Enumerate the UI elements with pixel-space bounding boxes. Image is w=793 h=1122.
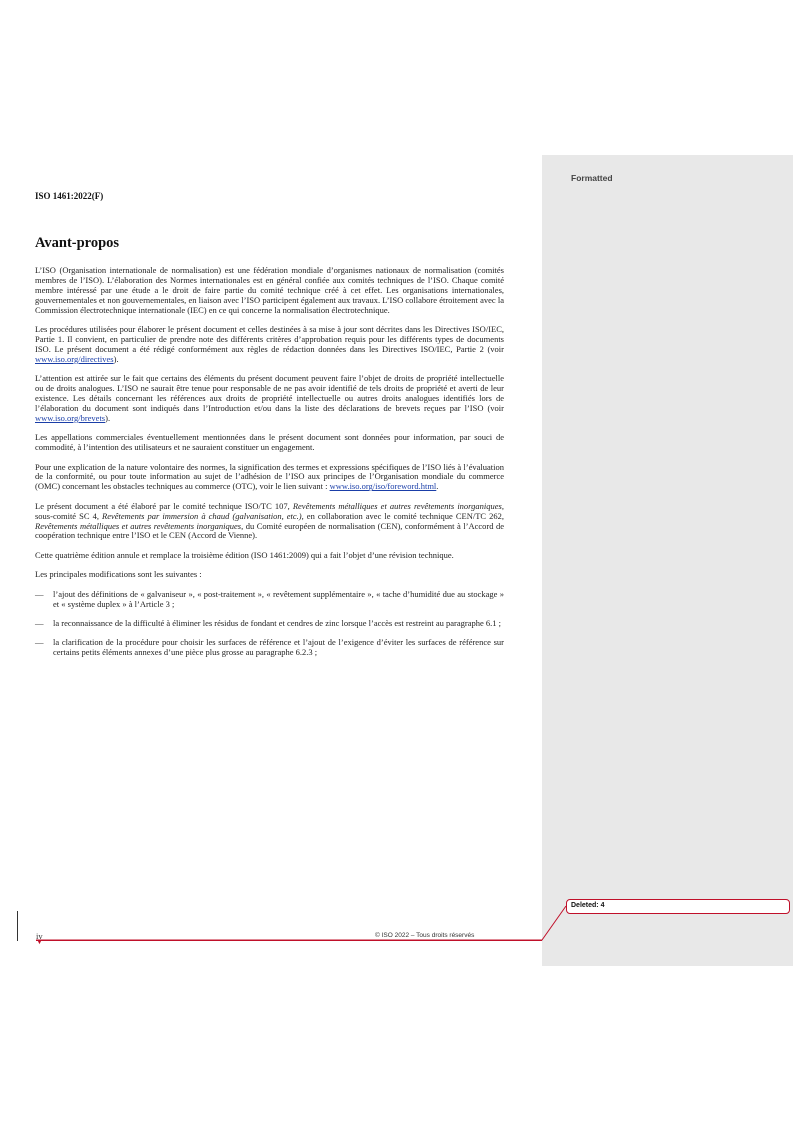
paragraph-5-text: Pour une explication de la nature volontaire des normes, la signification des termes et expressions spécifiques de l’ISO liés à l’évaluation de la conformité, ou pour toute information au sujet de l’adhésion de l’ISO aux principes de l’Organisation mondiale du commerce (OMC) concernant les obstacles techniques au commerce (OTC), voir le lien suivant : [35, 461, 504, 492]
comment-pane [542, 155, 793, 966]
comment-balloon-deleted[interactable] [566, 899, 790, 914]
list-item [35, 638, 504, 658]
paragraph-4: Les appellations commerciales éventuellement mentionnées dans le présent document sont données pour information, par souci de commodité, à l’intention des utilisateurs et ne sauraient constituer un engagement. [35, 432, 504, 453]
document-id: ISO 1461:2022(F) [35, 191, 104, 201]
deleted-value: 4 [600, 902, 605, 909]
committee-title-tc262: Revêtements métalliques et autres revêtements inorganiques [35, 520, 242, 531]
list-item-text: la reconnaissance de la difficulté à éliminer les résidus de fondant et cendres de zinc lorsque l’accès est restreint au paragraphe 6.1 ; [53, 617, 502, 628]
change-bar [17, 911, 18, 941]
section-heading: Avant-propos [35, 235, 120, 251]
body-text [35, 266, 504, 668]
paragraph-8: Les principales modifications sont les suivantes : [35, 569, 202, 580]
comment-pane-title: Formatted [571, 173, 613, 183]
paragraph-6-part-d: , du Comité européen de normalisation (CEN), conformément à l’Accord de coopération technique entre l’ISO et le CEN (Accord de Vienne). [35, 520, 504, 541]
list-dash: — [35, 617, 44, 628]
paragraph-3-end: ). [105, 412, 111, 423]
paragraph-1: L’ISO (Organisation internationale de normalisation) est une fédération mondiale d’organismes nationaux de normalisation (comités membres de l’ISO). L’élaboration des Normes internationales est en général confiée aux comités techniques de l’ISO. Chaque comité membre intéressé par une étude a le droit de faire partie du comité technique créé à cet effet. Les organisations internationales, gouvernementales et non gouvernementales, en liaison avec l’ISO participent également aux travaux. L’ISO collabore étroitement avec la Commission électrotechnique internationale (IEC) en ce qui concerne la normalisation électrotechnique. [35, 265, 504, 315]
paragraph-6-part-b: , sous-comité SC 4, [35, 500, 504, 521]
paragraph-6 [35, 502, 504, 542]
paragraph-3 [35, 374, 504, 424]
committee-title-tc107: Revêtements métalliques et autres revêtements inorganiques [292, 500, 502, 511]
paragraph-6-part-c: , en collaboration avec le comité technique CEN/TC 262, [301, 510, 505, 521]
list-item [35, 619, 504, 629]
page-number: iv [36, 931, 43, 941]
brevets-link[interactable]: www.iso.org/brevets [35, 412, 106, 423]
foreword-link[interactable]: www.iso.org/iso/foreword.html [329, 481, 437, 492]
paragraph-7: Cette quatrième édition annule et remplace la troisième édition (ISO 1461:2009) qui a fait l’objet d’une révision technique. [35, 549, 454, 560]
subcommittee-title-sc4: Revêtements par immersion à chaud (galvanisation, etc.) [102, 510, 302, 521]
list-dash: — [35, 588, 44, 599]
leader-polyline [36, 906, 566, 940]
list-item [35, 590, 504, 610]
paragraph-5 [35, 463, 504, 493]
list-item-text: l’ajout des définitions de « galvaniseur », « post-traitement », « revêtement supplémentaire », « tache d’humidité due au stockage » et « système duplex » à l’Article 3 ; [53, 588, 504, 609]
list-item-text: la clarification de la procédure pour choisir les surfaces de référence et l’ajout de l’exigence d’éviter les surfaces de référence sur certains petits éléments annexes d’une pièce plus grosse au paragraphe 6.2.3 ; [53, 637, 504, 658]
paragraph-2-text: Les procédures utilisées pour élaborer le présent document et celles destinées à sa mise à jour sont décrites dans les Directives ISO/IEC, Partie 1. Il convient, en particulier de prendre note des différents critères d’approbation requis pour les différents types de documents ISO. Le présent document a été rédigé conformément aux règles de rédaction données dans les Directives ISO/IEC, Partie 2 (voir [35, 324, 504, 354]
revision-underline [36, 940, 542, 941]
directives-link[interactable]: www.iso.org/directives [35, 353, 114, 364]
deleted-label: Deleted: [571, 902, 599, 909]
deletion-caret-icon: ▼ [36, 939, 43, 946]
paragraph-2-end: ). [113, 353, 119, 364]
paragraph-5-end: . [436, 481, 439, 492]
paragraph-3-text: L’attention est attirée sur le fait que certains des éléments du présent document peuvent faire l’objet de droits de propriété intellectuelle ou de droits analogues. L’ISO ne saurait être tenue pour responsable de ne pas avoir identifié de tels droits de propriété et averti de leur existence. Les détails concernant les références aux droits de propriété intellectuelle ou autres droits analogues identifiés lors de l’élaboration du document sont indiqués dans l’Introduction et/ou dans la liste des déclarations de brevets reçues par l’ISO (voir [35, 373, 504, 413]
list-dash: — [35, 637, 44, 648]
paragraph-6-part-a: Le présent document a été élaboré par le comité technique ISO/TC 107, [35, 500, 293, 511]
paragraph-2 [35, 325, 504, 365]
footer-copyright: © ISO 2022 – Tous droits réservés [375, 932, 475, 939]
